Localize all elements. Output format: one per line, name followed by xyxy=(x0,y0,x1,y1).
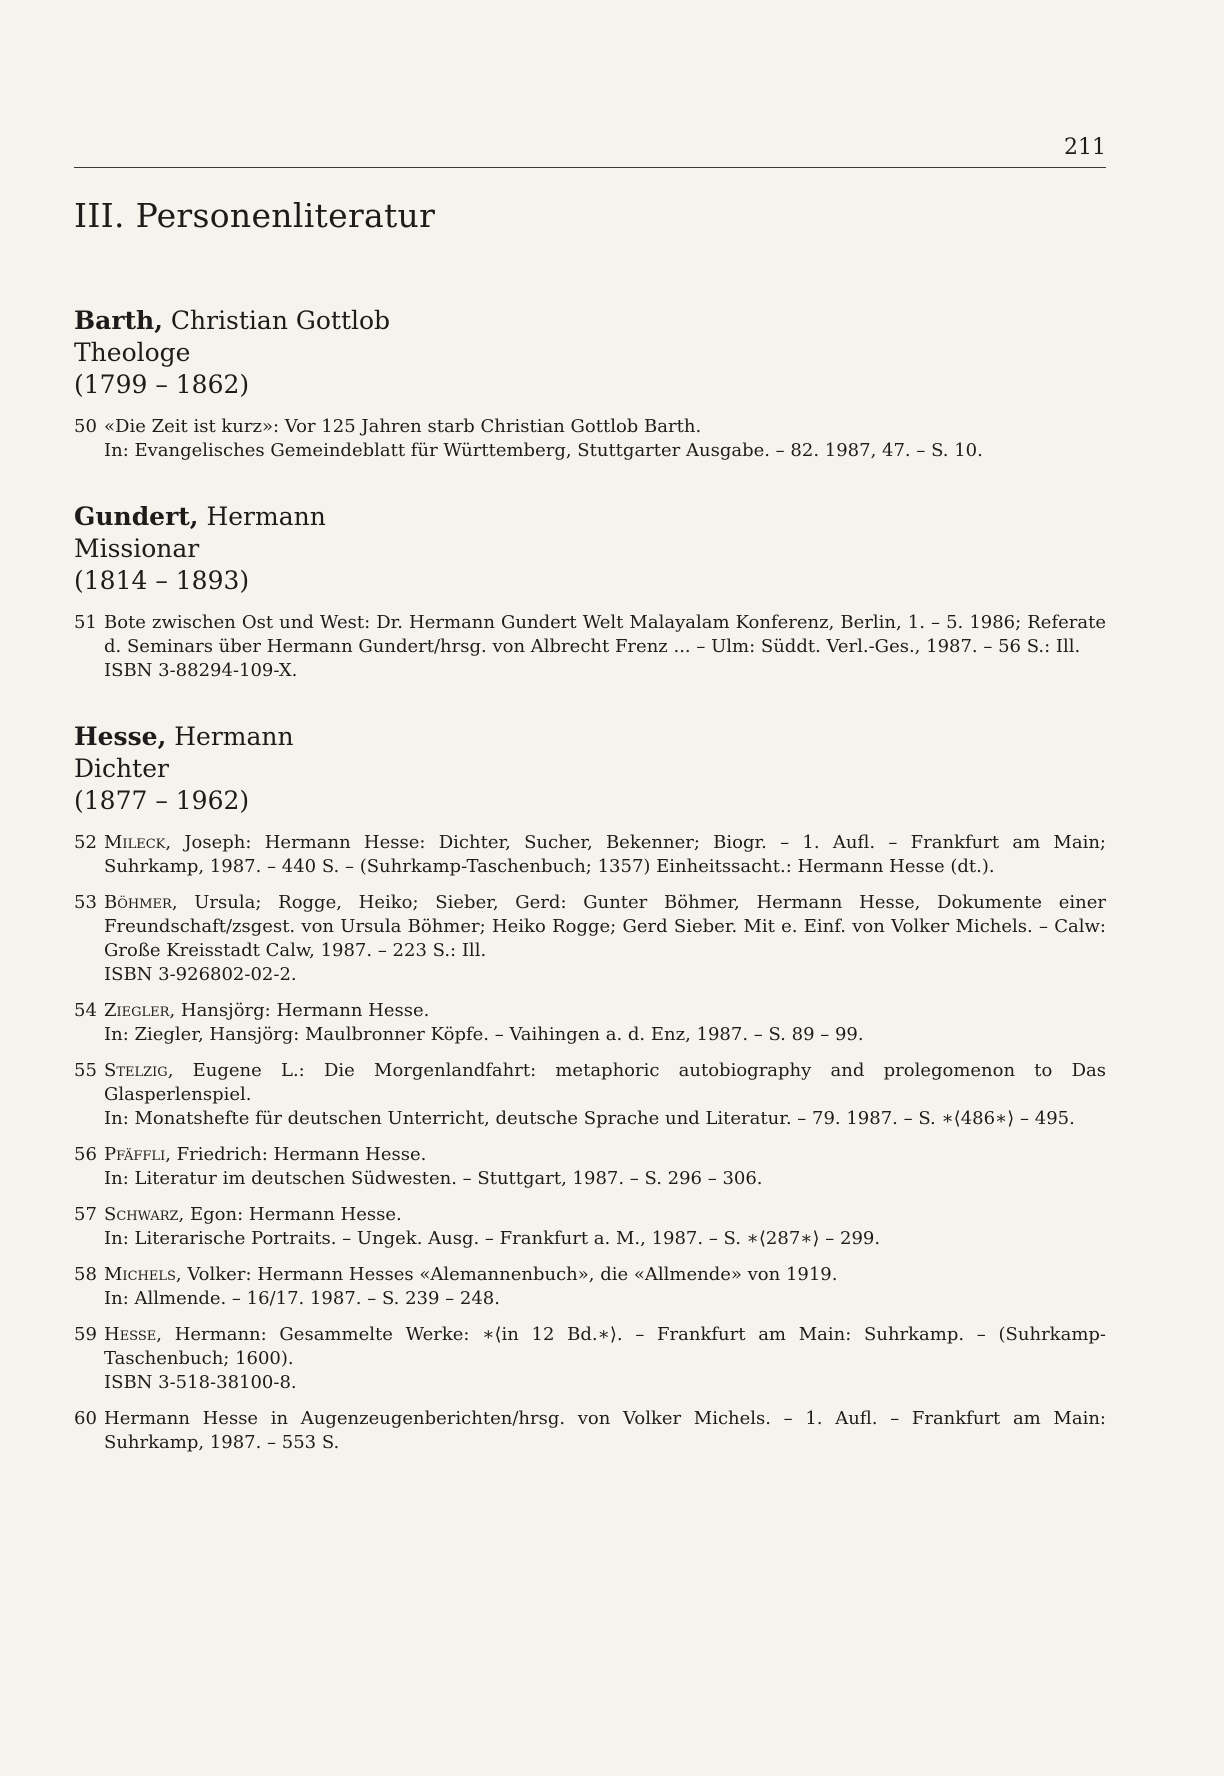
entry-line xyxy=(104,1023,1106,1047)
entry-number: 56 xyxy=(74,1144,97,1165)
entry-line xyxy=(104,1107,1106,1131)
entry-line-text: , Hermann: Gesammelte Werke: ∗⟨in 12 Bd.∗⟩. – Frankfurt am Main: Suhrkamp. – (Suhrkamp-Taschenbuch; 1600). xyxy=(104,1324,1106,1369)
entry-line xyxy=(104,659,1106,683)
entry-number: 55 xyxy=(74,1060,97,1081)
entry-line-text: In: Ziegler, Hansjörg: Maulbronner Köpfe. – Vaihingen a. d. Enz, 1987. – S. 89 – 99. xyxy=(104,1024,864,1045)
entry-line xyxy=(104,831,1106,879)
entry-line-text: , Volker: Hermann Hesses «Alemannenbuch», die «Allmende» von 1919. xyxy=(175,1264,838,1285)
entry-author: Pfäffli xyxy=(104,1144,166,1165)
entry-text xyxy=(104,1323,1106,1395)
entry-line xyxy=(104,999,1106,1023)
bibliography-entry xyxy=(74,1323,1106,1395)
entry-line xyxy=(104,1371,1106,1395)
entry-text xyxy=(104,1407,1106,1455)
person-dates: (1814 – 1893) xyxy=(74,566,250,595)
bibliography-entry xyxy=(74,891,1106,987)
entry-number: 52 xyxy=(74,832,97,853)
person-role: Theologe xyxy=(74,338,191,367)
entry-line-text: In: Monatshefte für deutschen Unterricht, deutsche Sprache und Literatur. – 79. 1987. – S. ∗⟨486∗⟩ – 495. xyxy=(104,1108,1075,1129)
entry-text xyxy=(104,999,1106,1047)
entry-line-text: In: Literarische Portraits. – Ungek. Ausg. – Frankfurt a. M., 1987. – S. ∗⟨287∗⟩ – 299. xyxy=(104,1228,881,1249)
person-dates: (1799 – 1862) xyxy=(74,370,250,399)
entry-text xyxy=(104,1263,1106,1311)
entry-line xyxy=(104,415,1106,439)
person-surname: Barth, xyxy=(74,306,163,335)
entry-line xyxy=(104,439,1106,463)
entry-text xyxy=(104,831,1106,879)
person-heading xyxy=(74,501,1106,597)
entry-line-text: ISBN 3-518-38100-8. xyxy=(104,1372,297,1393)
person-heading xyxy=(74,305,1106,401)
bibliography-entry xyxy=(74,1407,1106,1455)
entry-line-text: , Friedrich: Hermann Hesse. xyxy=(165,1144,427,1165)
entry-number: 54 xyxy=(74,1000,97,1021)
bibliography-entry xyxy=(74,611,1106,683)
entry-number: 59 xyxy=(74,1324,97,1345)
entry-line xyxy=(104,1407,1106,1455)
entry-text xyxy=(104,1143,1106,1191)
person-name xyxy=(74,721,1106,753)
entry-author: Schwarz xyxy=(104,1204,179,1225)
entry-author: Hesse xyxy=(104,1324,157,1345)
person-heading xyxy=(74,721,1106,817)
entry-author: Stelzig xyxy=(104,1060,168,1081)
entry-line xyxy=(104,1263,1106,1287)
person-list xyxy=(74,305,1106,1455)
entry-line xyxy=(104,1287,1106,1311)
person-section xyxy=(74,305,1106,463)
entry-line-text: , Ursula; Rogge, Heiko; Sieber, Gerd: Gunter Böhmer, Hermann Hesse, Dokumente einer Freundschaft/zsgest. von Ursula Böhmer; Heiko Rogge; Gerd Sieber. Mit e. Einf. von Volker Michels. – Calw: Große Kreisstadt Calw, 1987. – 223 S.: Ill. xyxy=(104,892,1106,961)
entry-line-text: ISBN 3-88294-109-X. xyxy=(104,660,298,681)
entry-line-text: In: Allmende. – 16/17. 1987. – S. 239 – 248. xyxy=(104,1288,500,1309)
person-role: Dichter xyxy=(74,754,169,783)
person-section xyxy=(74,721,1106,1455)
entry-line-text: ISBN 3-926802-02-2. xyxy=(104,964,297,985)
page-number: 211 xyxy=(1064,135,1106,160)
page-content xyxy=(74,196,1106,1493)
entry-author: Mileck xyxy=(104,832,166,853)
entry-line-text: In: Evangelisches Gemeindeblatt für Württemberg, Stuttgarter Ausgabe. – 82. 1987, 47. – S. 10. xyxy=(104,440,983,461)
entry-line-text: Bote zwischen Ost und West: Dr. Hermann Gundert Welt Malayalam Konferenz, Berlin, 1. – 5. 1986; Referate d. Seminars über Hermann Gundert/hrsg. von Albrecht Frenz ... – Ulm: Süddt. Verl.-Ges., 1987. – 56 S.: Ill. xyxy=(104,612,1106,657)
bibliography-entry xyxy=(74,415,1106,463)
entry-number: 57 xyxy=(74,1204,97,1225)
entry-line xyxy=(104,1059,1106,1107)
person-name xyxy=(74,305,1106,337)
bibliography-entry xyxy=(74,1203,1106,1251)
entry-author: Michels xyxy=(104,1264,176,1285)
person-dates: (1877 – 1962) xyxy=(74,786,250,815)
entry-number: 51 xyxy=(74,612,97,633)
entry-line-text: , Eugene L.: Die Morgenlandfahrt: metaphoric autobiography and prolegomenon to Das Glasperlenspiel. xyxy=(104,1060,1106,1105)
person-section xyxy=(74,501,1106,683)
section-title: III. Personenliteratur xyxy=(74,196,436,235)
entry-author: Ziegler xyxy=(104,1000,170,1021)
person-given-name: Christian Gottlob xyxy=(162,306,391,335)
entry-number: 53 xyxy=(74,892,97,913)
bibliography-entry xyxy=(74,1143,1106,1191)
entry-line xyxy=(104,963,1106,987)
bibliography-entry xyxy=(74,1059,1106,1131)
entry-number: 60 xyxy=(74,1408,97,1429)
entry-text xyxy=(104,1203,1106,1251)
entry-line xyxy=(104,1167,1106,1191)
entry-line-text: «Die Zeit ist kurz»: Vor 125 Jahren starb Christian Gottlob Barth. xyxy=(104,416,702,437)
entry-line-text: , Egon: Hermann Hesse. xyxy=(178,1204,402,1225)
bibliography-entry xyxy=(74,831,1106,879)
entry-line xyxy=(104,1227,1106,1251)
entry-line xyxy=(104,611,1106,659)
person-name xyxy=(74,501,1106,533)
bibliography-entry xyxy=(74,999,1106,1047)
person-surname: Gundert, xyxy=(74,502,199,531)
entry-number: 58 xyxy=(74,1264,97,1285)
bibliography-entry xyxy=(74,1263,1106,1311)
entry-line-text: In: Literatur im deutschen Südwesten. – Stuttgart, 1987. – S. 296 – 306. xyxy=(104,1168,763,1189)
person-surname: Hesse, xyxy=(74,722,167,751)
entry-line-text: , Hansjörg: Hermann Hesse. xyxy=(169,1000,430,1021)
entry-line-text: , Joseph: Hermann Hesse: Dichter, Sucher, Bekenner; Biogr. – 1. Aufl. – Frankfurt am Main; Suhrkamp, 1987. – 440 S. – (Suhrkamp-Taschenbuch; 1357) Einheitssacht.: Hermann Hesse (dt.). xyxy=(104,832,1106,877)
entry-line xyxy=(104,891,1106,963)
entry-text xyxy=(104,891,1106,987)
entry-line xyxy=(104,1323,1106,1371)
entry-line xyxy=(104,1203,1106,1227)
entry-author: Böhmer xyxy=(104,892,172,913)
entry-text xyxy=(104,415,1106,463)
person-given-name: Hermann xyxy=(166,722,294,751)
header-rule xyxy=(74,167,1106,168)
person-given-name: Hermann xyxy=(198,502,326,531)
person-role: Missionar xyxy=(74,534,200,563)
entry-text xyxy=(104,611,1106,683)
entry-text xyxy=(104,1059,1106,1131)
entry-line xyxy=(104,1143,1106,1167)
entry-line-text: Hermann Hesse in Augenzeugenberichten/hrsg. von Volker Michels. – 1. Aufl. – Frankfurt am Main: Suhrkamp, 1987. – 553 S. xyxy=(104,1408,1106,1453)
entry-number: 50 xyxy=(74,416,97,437)
